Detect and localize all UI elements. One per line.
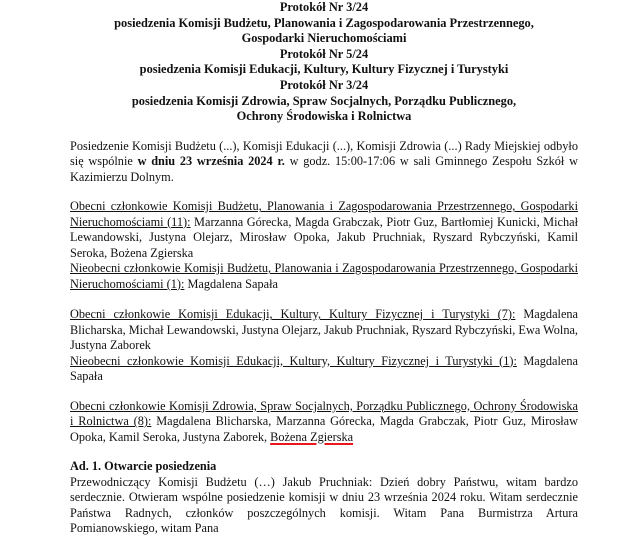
budzet-absent-label: Nieobecni członkowie Komisji Budżetu, Planowania i Zagospodarowania Przestrzennego, Gospodarki Nieruchomościami (1):: [70, 261, 578, 291]
edukacja-absent-names: Magdalena Sapała: [70, 353, 579, 384]
budzet-absent-paragraph: [70, 261, 578, 292]
protocol-number-zdrowie: Protokół Nr 3/24: [279, 77, 369, 92]
budzet-present-label: Obecni członkowie Komisji Budżetu, Planowania i Zagospodarowania Przestrzennego, Gospodarki Nieruchomościami (11):: [70, 199, 578, 229]
section-1-text: Przewodniczący Komisji Budżetu (…) Jakub Pruchniak: Dzień dobry Państwu, witam bardzo serdecznie. Otwieram wspólne posiedzenie komisji w dniu 23 września 2024 roku. Witam serdecznie Państwa Radnych, członków poszczególnych komisji. Witam Pana Burmistrza Artura Pomianowskiego, witam Pana: [70, 474, 578, 536]
zdrowie-present-names: Magdalena Blicharska, Marzanna Górecka, Magda Grabczak, Piotr Guz, Mirosław Opoka, Kamil Seroka, Justyna Zaborek,: [70, 414, 578, 444]
intro-text-start: Posiedzenie Komisji Budżetu (...), Komisji Edukacji (...), Komisji Zdrowia (...) Rady Miejskiej odbyło się wspólnie: [70, 138, 578, 169]
committee-title-zdrowie-cont: Ochrony Środowiska i Rolnictwa: [236, 109, 412, 124]
document-page: [70, 0, 579, 536]
committee-title-zdrowie: posiedzenia Komisji Zdrowia, Spraw Socjalnych, Porządku Publicznego,: [131, 93, 517, 108]
edukacja-present-paragraph: [70, 307, 578, 354]
committee-title-edukacja: posiedzenia Komisji Edukacji, Kultury, Kultury Fizycznej i Turystyki: [139, 62, 509, 77]
section-1-heading: [70, 459, 578, 475]
edukacja-present-label: Obecni członkowie Komisji Edukacji, Kultury, Kultury Fizycznej i Turystyki (7):: [70, 307, 516, 322]
budzet-present-paragraph: [70, 199, 578, 261]
section-1-title: Ad. 1. Otwarcie posiedzenia: [70, 459, 217, 474]
protocol-number-budzet: Protokół Nr 3/24: [279, 0, 369, 14]
committee-title-budzet-cont: Gospodarki Nieruchomościami: [241, 31, 407, 46]
budzet-absent-names: Magdalena Sapała: [184, 276, 278, 291]
zdrowie-present-paragraph: [70, 399, 578, 446]
edukacja-absent-label: Nieobecni członkowie Komisji Edukacji, Kultury, Kultury Fizycznej i Turystyki (1):: [70, 353, 517, 368]
budzet-present-names: Marzanna Górecka, Magda Grabczak, Piotr Guz, Bartłomiej Kunicki, Michał Lewandowski, Justyna Olejarz, Mirosław Opoka, Jakub Pruchniak, Ryszard Rybczyński, Kamil Seroka, Bożena Zgierska: [70, 214, 578, 260]
protocol-number-edukacja: Protokół Nr 5/24: [279, 46, 369, 61]
meeting-date: w dniu 23 września 2024 r.: [137, 154, 285, 169]
intro-paragraph: [70, 139, 578, 186]
committee-title-budzet: posiedzenia Komisji Budżetu, Planowania i Zagospodarowania Przestrzennego,: [114, 15, 534, 30]
edukacja-absent-paragraph: [70, 354, 578, 385]
document-header: [70, 0, 578, 125]
zdrowie-present-label: Obecni członkowie Komisji Zdrowia, Spraw Socjalnych, Porządku Publicznego, Ochrony Środowiska i Rolnictwa (8):: [70, 398, 578, 429]
edukacja-present-names: Magdalena Blicharska, Michał Lewandowski, Justyna Olejarz, Jakub Pruchniak, Ryszard Rybczyński, Ewa Wolna, Justyna Zaborek: [70, 307, 579, 353]
highlighted-name: Bożena Zgierska: [270, 429, 354, 444]
intro-text-end: w godz. 15:00-17:06 w sali Gminnego Zespołu Szkół w Kazimierzu Dolnym.: [70, 154, 578, 184]
